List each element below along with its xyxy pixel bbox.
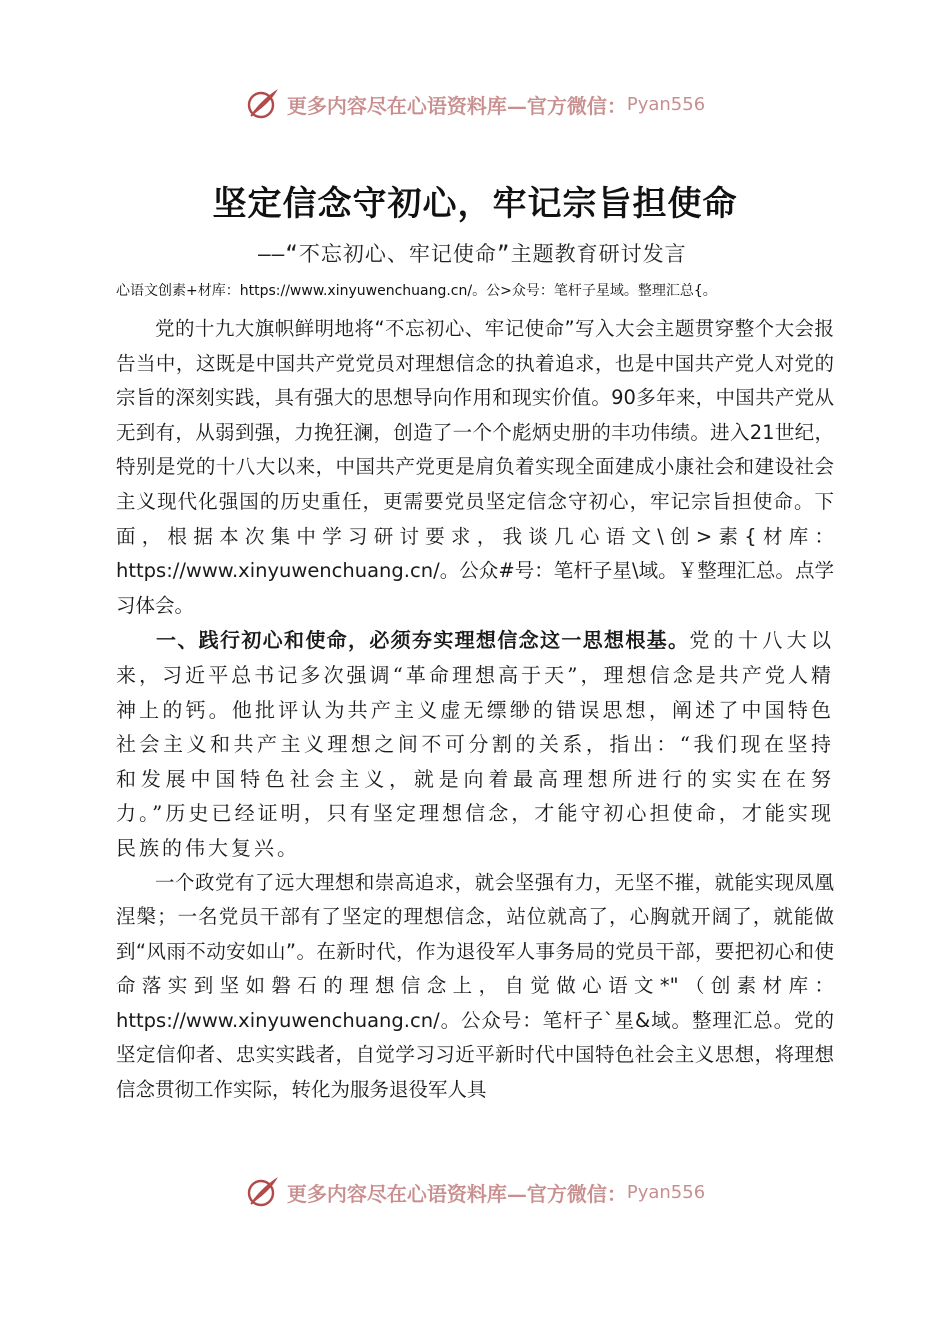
quill-logo-icon bbox=[245, 1174, 281, 1210]
header-banner bbox=[0, 84, 950, 124]
footer-banner bbox=[0, 1172, 950, 1212]
banner-text: 更多内容尽在心语资料库—官方微信： bbox=[286, 93, 627, 118]
paragraph-intro: 党的十九大旗帜鲜明地将“不忘初心、牢记使命”写入大会主题贯穿整个大会报告当中，这既是中国共产党党员对理想信念的执着追求，也是中国共产党人对党的宗旨的深刻实践，具有强大的思想导向作用和现实价值。90多年来，中国共产党从无到有，从弱到强，力挽狂澜，创造了一个个彪炳史册的丰功伟绩。进入21世纪，特别是党的十八大以来，中国共产党更是肩负着实现全面建成小康社会和建设社会主义现代化强国的历史重任，更需要党员坚定信念守初心，牢记宗旨担使命。下面，根据本次集中学习研讨要求，我谈几心语文\创>素{材库：https://www.xinyuwenchuang.cn/。公众#号：笔杆子星\域。￥整理汇总。点学习体会。 bbox=[116, 317, 834, 617]
banner-wechat-id: Pyan556 bbox=[626, 93, 706, 115]
document-title: 坚定信念守初心，牢记宗旨担使命 bbox=[212, 184, 738, 224]
document-subtitle: ——“不忘初心、牢记使命”主题教育研讨发言 bbox=[258, 242, 687, 266]
document-body bbox=[116, 312, 834, 1108]
paragraph-3: 一个政党有了远大理想和崇高追求，就会坚强有力，无坚不摧，就能实现凤凰涅槃；一名党员干部有了坚定的理想信念，站位就高了，心胸就开阔了，就能做到“风雨不动安如山”。在新时代，作为退役军人事务局的党员干部，要把初心和使命落实到坚如磐石的理想信念上，自觉做心语文*"（创素材库：https://www.xinyuwenchuang.cn/。公众号：笔杆子`星&域。整理汇总。党的坚定信仰者、忠实实践者，自觉学习习近平新时代中国特色社会主义思想，将理想信念贯彻工作实际，转化为服务退役军人具 bbox=[116, 870, 834, 1102]
source-line: 心语文创素+材库：https://www.xinyuwenchuang.cn/。公>众号：笔杆子星域。整理汇总{。 bbox=[116, 283, 717, 299]
section-1 bbox=[116, 623, 834, 865]
section-1-text: 党的十八大以来，习近平总书记多次强调“革命理想高于天”，理想信念是共产党人精神上的钙。他批评认为共产主义虚无缥缈的错误思想，阐述了中国特色社会主义和共产主义理想之间不可分割的关系，指出：“我们现在坚持和发展中国特色社会主义，就是向着最高理想所进行的实实在在努力。”历史已经证明，只有坚定理想信念，才能守初心担使命，才能实现民族的伟大复兴。 bbox=[116, 628, 835, 860]
section-1-heading: 一、践行初心和使命，必须夯实理想信念这一思想根基。 bbox=[156, 628, 690, 653]
footer-banner-wechat-id: Pyan556 bbox=[626, 1181, 706, 1203]
quill-logo-icon bbox=[245, 86, 281, 122]
footer-banner-text: 更多内容尽在心语资料库—官方微信： bbox=[286, 1181, 627, 1206]
